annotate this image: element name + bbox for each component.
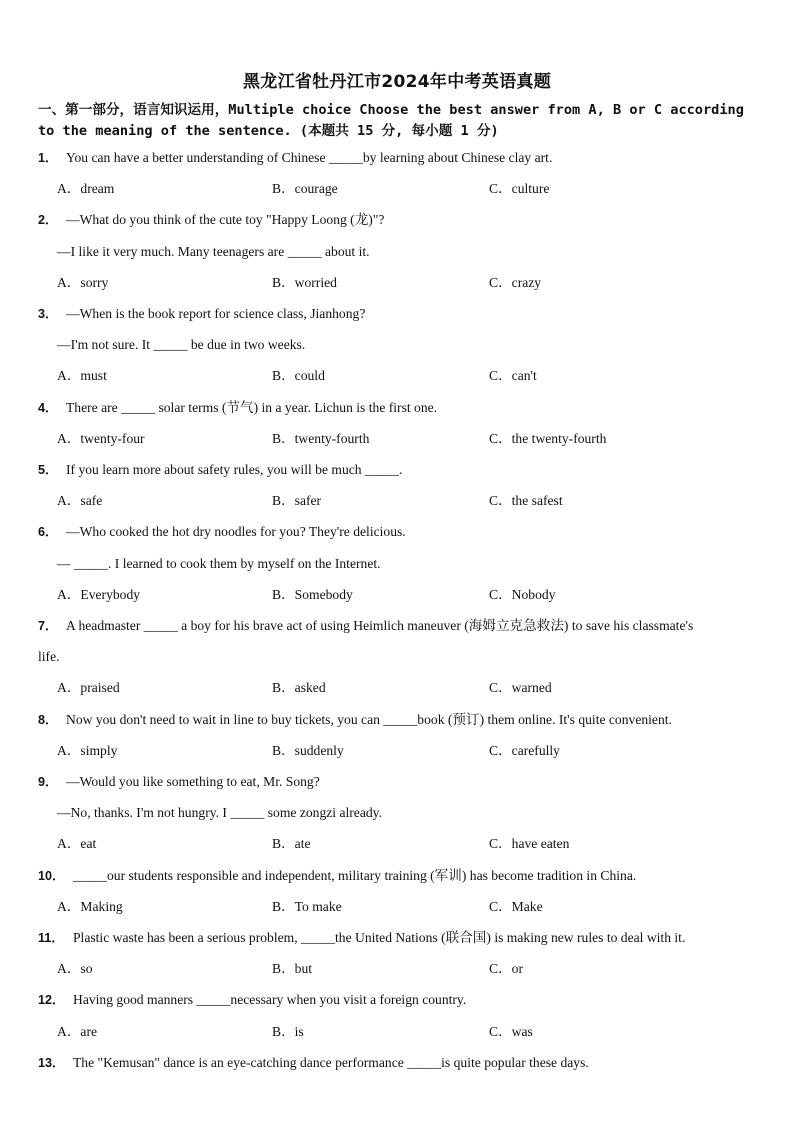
option-a: A．safe [57, 493, 103, 509]
question-number: 2． [38, 213, 58, 228]
option-a: A．are [57, 1023, 98, 1039]
question-text: Now you don't need to wait in line to buy tickets, you can _____book (预订) them online. It's quite convenient. [66, 711, 672, 727]
option-c: C．the twenty-fourth [489, 430, 607, 446]
option-c: C．warned [489, 680, 552, 696]
option-a: A．eat [57, 836, 97, 852]
option-b: B．To make [272, 898, 342, 914]
question-number: 1． [38, 151, 58, 165]
page-title: 黑龙江省牡丹江市2024年中考英语真题 [242, 72, 551, 92]
option-c: C．have eaten [489, 836, 570, 852]
option-c: C．was [489, 1023, 533, 1039]
question-number: 7． [38, 619, 58, 633]
option-c: C．carefully [489, 742, 560, 758]
question-text: Plastic waste has been a serious problem, _____the United Nations (联合国) is making new rules to deal with it. [73, 930, 686, 945]
option-b: B．asked [272, 680, 326, 696]
question-number: 8． [38, 712, 58, 727]
question-text-line: —I'm not sure. It _____ be due in two weeks. [57, 337, 306, 353]
question-text: The "Kemusan" dance is an eye-catching dance performance _____is quite popular these days. [73, 1054, 589, 1070]
option-a: A．sorry [57, 274, 109, 290]
option-c: C．the safest [489, 493, 563, 509]
question-text: —What do you think of the cute toy "Happy Loong (龙)"? [66, 212, 385, 228]
question-number: 6． [38, 525, 58, 540]
option-b: B．twenty-fourth [272, 430, 370, 446]
question-text: —Would you like something to eat, Mr. Song? [66, 774, 320, 789]
question-text: If you learn more about safety rules, you will be much _____. [66, 462, 403, 477]
option-a: A．Everybody [57, 586, 141, 602]
question-text: You can have a better understanding of Chinese _____by learning about Chinese clay art. [66, 150, 553, 165]
question-text: —When is the book report for science class, Jianhong? [66, 306, 366, 321]
option-b: B．worried [272, 274, 337, 290]
option-b: B．is [272, 1023, 304, 1039]
question-text-line: —I like it very much. Many teenagers are _____ about it. [57, 243, 370, 259]
question-text: Having good manners _____necessary when you visit a foreign country. [73, 992, 467, 1008]
question-text: There are _____ solar terms (节气) in a year. Lichun is the first one. [66, 399, 438, 415]
option-b: B．but [272, 961, 313, 977]
question-text-line: — _____. I learned to cook them by myself on the Internet. [57, 555, 381, 571]
question-text-line: —No, thanks. I'm not hungry. I _____ some zongzi already. [57, 805, 382, 821]
option-a: A．praised [57, 680, 120, 696]
question-number: 13． [38, 1055, 65, 1070]
question-number: 11． [38, 931, 64, 945]
option-c: C．Make [489, 898, 543, 914]
option-a: A．twenty-four [57, 430, 145, 446]
option-a: A．simply [57, 742, 118, 758]
question-text-line: life. [38, 649, 60, 665]
question-text: A headmaster _____ a boy for his brave act of using Heimlich maneuver (海姆立克急救法) to save his classmate's [66, 618, 694, 633]
option-c: C．Nobody [489, 586, 556, 602]
option-b: B．safer [272, 493, 322, 509]
question-number: 3． [38, 307, 58, 321]
option-c: C．crazy [489, 274, 542, 290]
question-text: —Who cooked the hot dry noodles for you? They're delicious. [66, 524, 406, 540]
question-number: 4． [38, 400, 58, 415]
option-a: A．dream [57, 181, 115, 197]
option-a: A．so [57, 961, 93, 977]
question-number: 10． [38, 868, 65, 883]
option-c: C．culture [489, 181, 550, 197]
question-number: 5． [38, 463, 58, 477]
option-b: B．suddenly [272, 742, 344, 758]
option-b: B．Somebody [272, 586, 353, 602]
option-c: C．or [489, 961, 523, 977]
option-b: B．could [272, 368, 325, 384]
option-c: C．can't [489, 368, 537, 384]
question-number: 12． [38, 993, 65, 1008]
section-heading: 一、第一部分，语言知识运用，Multiple choice Choose the best answer from A, B or C according to the meaning of the sentence. (本题共 15 分, 每小题 1 分) [38, 102, 744, 139]
question-number: 9． [38, 775, 58, 789]
option-a: A．must [57, 368, 107, 384]
question-text: _____our students responsible and independent, military training (军训) has become tradition in China. [73, 867, 637, 883]
option-b: B．courage [272, 181, 338, 197]
option-b: B．ate [272, 836, 311, 852]
option-a: A．Making [57, 898, 123, 914]
